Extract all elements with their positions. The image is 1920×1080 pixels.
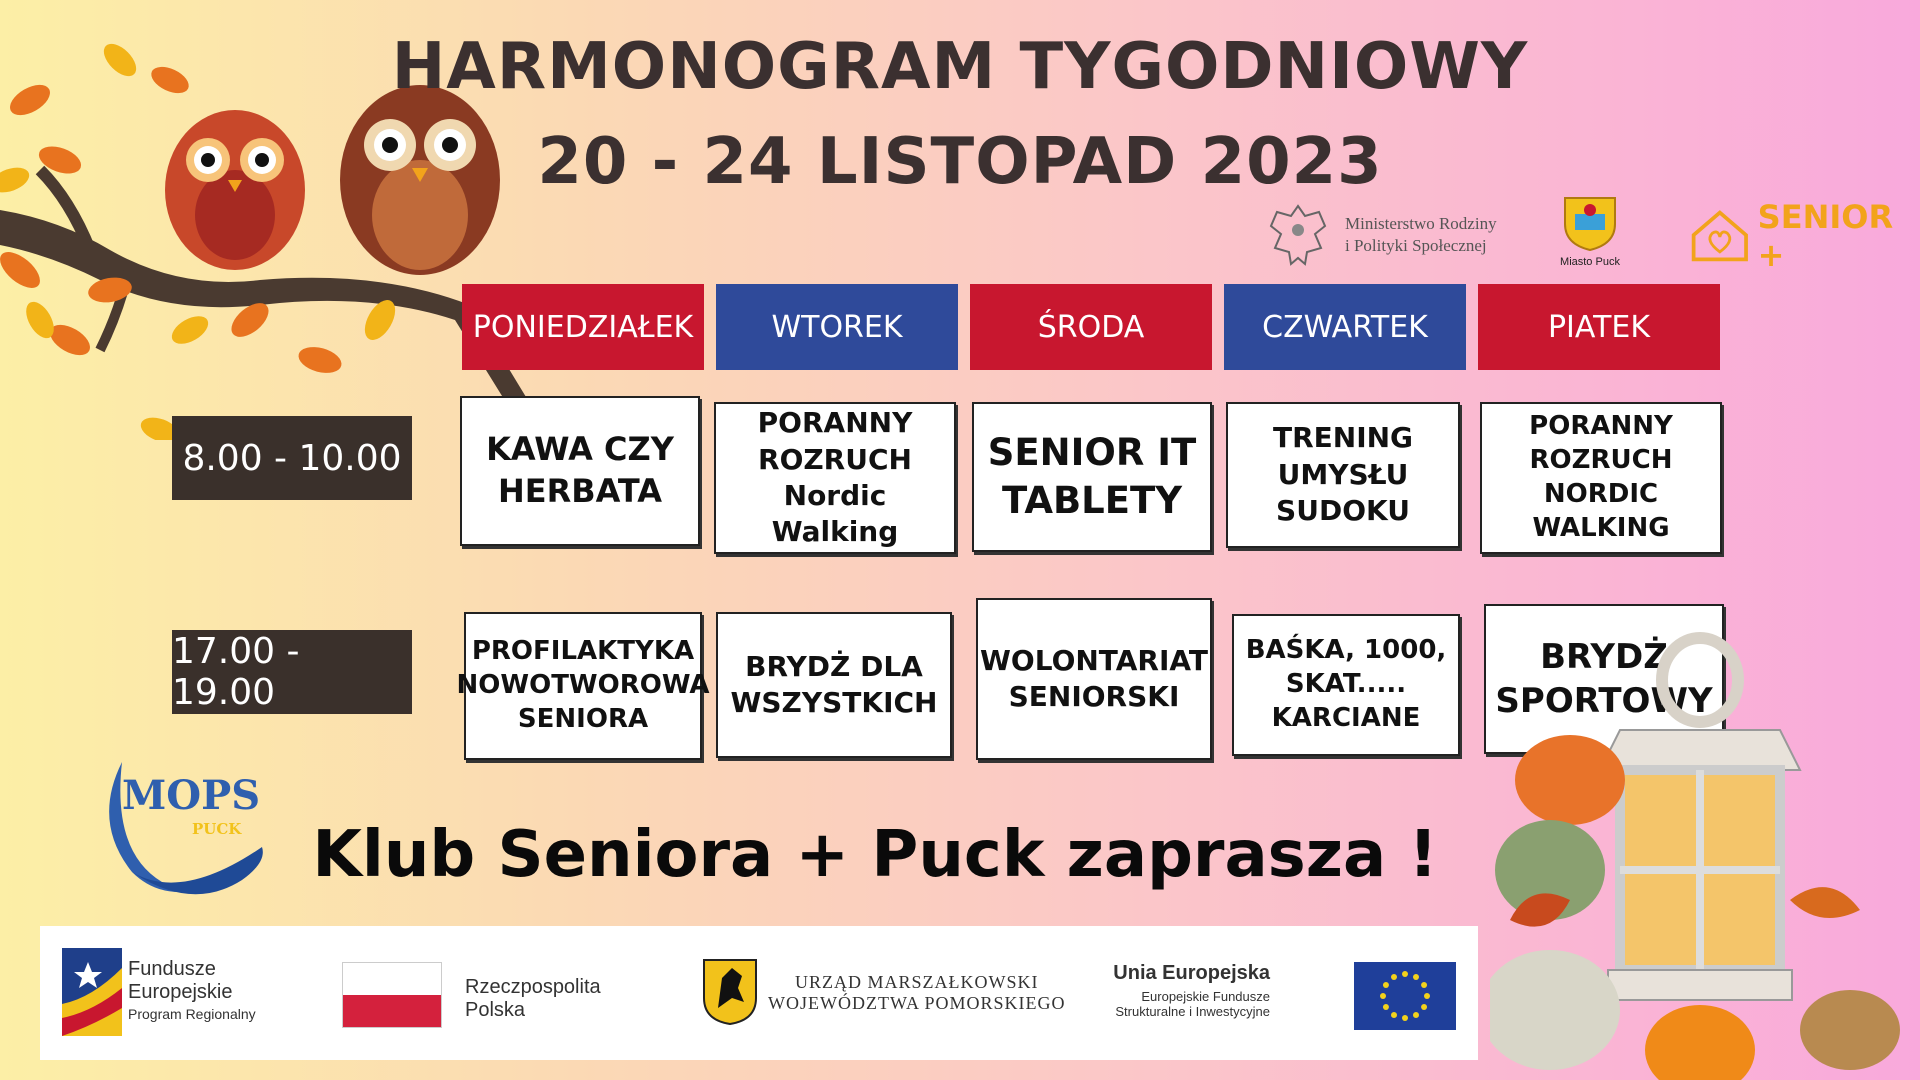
eu-star [1391,1012,1397,1018]
day-header-tuesday: WTOREK [716,284,958,370]
eu-star [1383,982,1389,988]
activity-card-tue-evening: BRYDŻ DLA WSZYSTKICH [716,612,952,758]
activity-card-thu-morning: TRENING UMYSŁU SUDOKU [1226,402,1460,548]
activity-card-fri-morning: PORANNY ROZRUCH NORDIC WALKING [1480,402,1722,554]
time-evening: 17.00 - 19.00 [172,630,412,714]
eu-star [1402,971,1408,977]
activity-card-mon-morning: KAWA CZY HERBATA [460,396,700,546]
senior-plus-label: SENIOR + [1757,198,1894,274]
day-header-wednesday: ŚRODA [970,284,1212,370]
eu-line2: Europejskie Fundusze [1141,989,1270,1004]
fe-star-icon [62,948,122,1036]
mops-label: MOPS [122,772,261,819]
um-line1: URZĄD MARSZAŁKOWSKI [794,972,1039,992]
activity-card-thu-evening: BAŚKA, 1000, SKAT..... KARCIANE [1232,614,1460,756]
activity-card-wed-morning: SENIOR IT TABLETY [972,402,1212,552]
eu-star [1380,993,1386,999]
ministry-line2: i Polityki Społecznej [1345,236,1487,255]
senior-plus-logo [1688,198,1920,274]
fe-line2: Europejskie [128,981,233,1003]
eu-line1: Unia Europejska [1113,962,1270,984]
page-title: HARMONOGRAM TYGODNIOWY [391,30,1529,104]
eu-star [1413,1012,1419,1018]
city-logo [1545,188,1635,278]
day-header-thursday: CZWARTEK [1224,284,1466,370]
eu-star [1402,1015,1408,1021]
fe-line1: Fundusze [128,958,216,980]
mops-sub-label: PUCK [192,820,242,838]
footer-logos-bar [40,926,1478,1060]
city-label: Miasto Puck [1560,256,1620,268]
eu-star [1421,1004,1427,1010]
day-header-friday: PIATEK [1478,284,1720,370]
eu-star [1413,974,1419,980]
eu-flag-icon [1354,962,1456,1030]
invitation-tagline: Klub Seniora + Puck zaprasza ! [312,818,1438,892]
eu-star [1383,1004,1389,1010]
ministry-line1: Ministerstwo Rodziny [1345,213,1497,233]
pomorskie-griffin-icon [702,958,758,1026]
eagle-emblem-icon [1265,200,1331,270]
polish-flag-icon [342,962,442,1028]
activity-card-fri-evening: BRYDŻ SPORTOWY [1484,604,1724,754]
eu-star [1391,974,1397,980]
date-range: 20 - 24 LISTOPAD 2023 [537,125,1383,199]
eu-line3: Strukturalne i Inwestycyjne [1115,1004,1270,1019]
ministry-logo [1265,198,1525,272]
city-crest-icon [1555,188,1625,252]
time-morning: 8.00 - 10.00 [172,416,412,500]
eu-star [1424,993,1430,999]
um-line2: WOJEWÓDZTWA POMORSKIEGO [768,993,1066,1013]
house-heart-icon [1688,207,1752,265]
eu-star [1421,982,1427,988]
lantern-pumpkins-illustration [1490,620,1920,1080]
fe-line3: Program Regionalny [128,1006,256,1022]
activity-card-wed-evening: WOLONTARIAT SENIORSKI [976,598,1212,760]
rp-line2: Polska [465,999,526,1021]
activity-card-mon-evening: PROFILAKTYKA NOWOTWOROWA SENIORA [464,612,702,760]
day-header-monday: PONIEDZIAŁEK [462,284,704,370]
activity-card-tue-morning: PORANNY ROZRUCH Nordic Walking [714,402,956,554]
rp-line1: Rzeczpospolita [465,976,601,998]
